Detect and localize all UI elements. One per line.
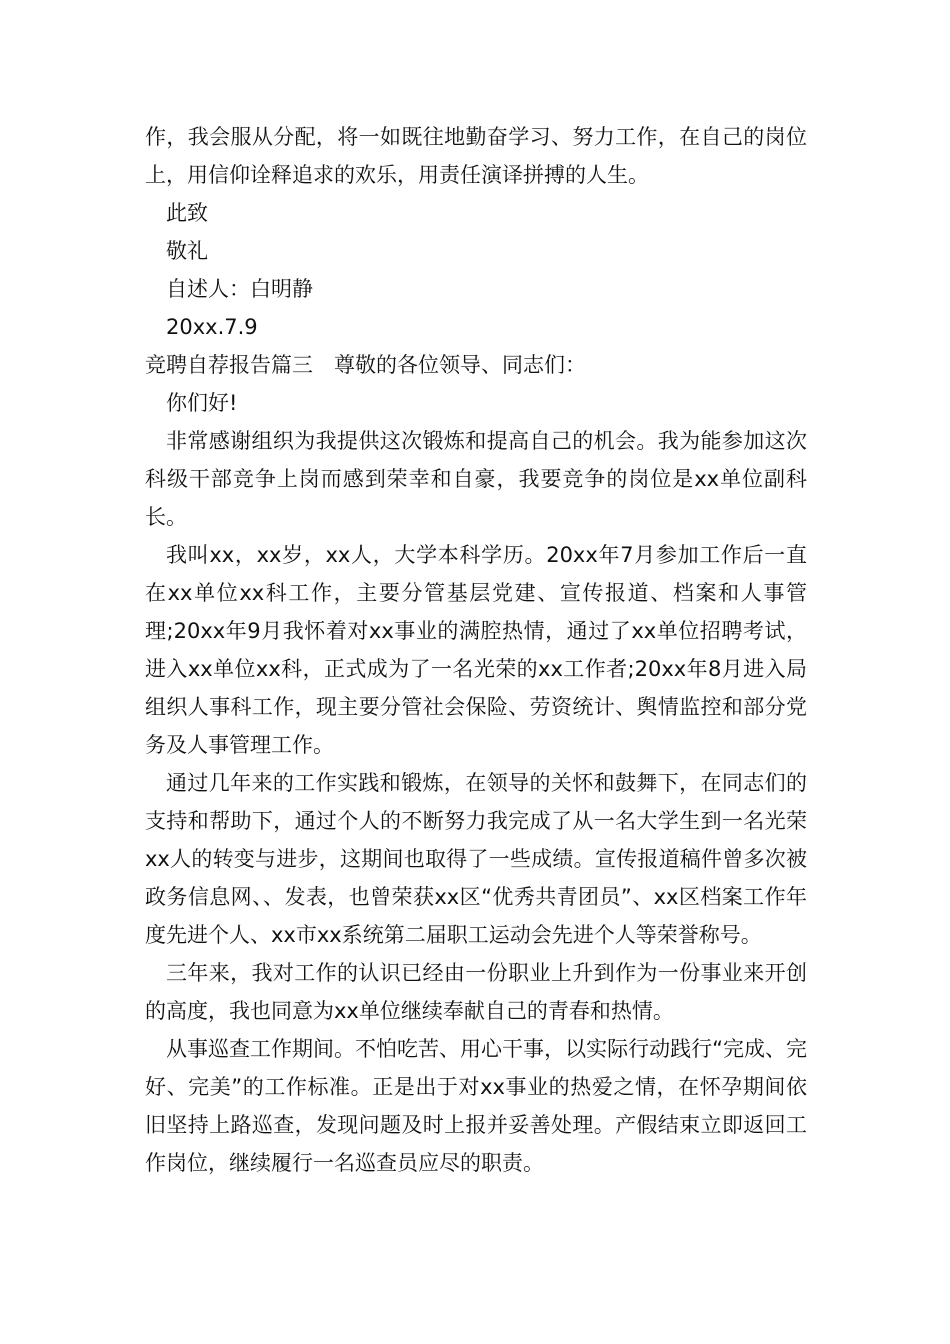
paragraph-continuation: 作，我会服从分配，将一如既往地勤奋学习、努力工作，在自己的岗位上，用信仰诠释追求的欢乐，用责任演译拼搏的人生。 — [145, 125, 807, 187]
document-date: 20xx.7.9 — [166, 315, 258, 339]
document-body — [145, 118, 807, 1182]
author-signature: 自述人：白明静 — [166, 277, 313, 301]
closing-regards: 敬礼 — [166, 239, 208, 263]
paragraph: 从事巡查工作期间。不怕吃苦、用心干事，以实际行动践行“完成、完好、完美”的工作标准。正是出于对xx事业的热爱之情，在怀孕期间依旧坚持上路巡查，发现问题及时上报并妥善处理。产假结束立即返回工作岗位，继续履行一名巡查员应尽的职责。 — [145, 1037, 807, 1175]
paragraph: 非常感谢组织为我提供这次锻炼和提高自己的机会。我为能参加这次科级干部竞争上岗而感到荣幸和自豪，我要竞争的岗位是xx单位副科长。 — [145, 429, 807, 529]
closing-salutation: 此致 — [166, 201, 208, 225]
section-heading: 竞聘自荐报告篇三 尊敬的各位领导、同志们： — [145, 353, 586, 377]
greeting: 你们好! — [166, 391, 238, 415]
paragraph: 通过几年来的工作实践和锻炼，在领导的关怀和鼓舞下，在同志们的支持和帮助下，通过个人的不断努力我完成了从一名大学生到一名光荣xx人的转变与进步，这期间也取得了一些成绩。宣传报道稿件曾多次被政务信息网、、发表，也曾荣获xx区“优秀共青团员”、xx区档案工作年度先进个人、xx市xx系统第二届职工运动会先进个人等荣誉称号。 — [145, 771, 807, 947]
paragraph: 三年来，我对工作的认识已经由一份职业上升到作为一份事业来开创的高度，我也同意为xx单位继续奉献自己的青春和热情。 — [145, 961, 807, 1023]
paragraph: 我叫xx，xx岁，xx人，大学本科学历。20xx年7月参加工作后一直在xx单位xx科工作，主要分管基层党建、宣传报道、档案和人事管理;20xx年9月我怀着对xx事业的满腔热情，通过了xx单位招聘考试，进入xx单位xx科，正式成为了一名光荣的xx工作者;20xx年8月进入局组织人事科工作，现主要分管社会保险、劳资统计、舆情监控和部分党务及人事管理工作。 — [145, 543, 807, 757]
